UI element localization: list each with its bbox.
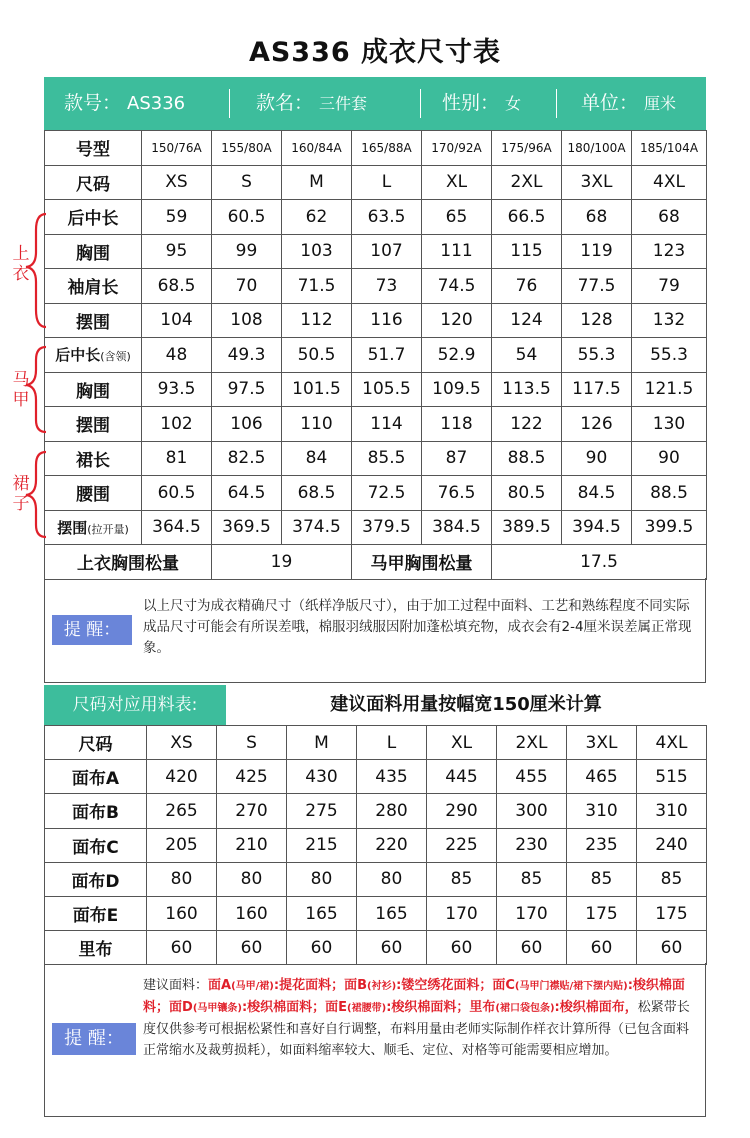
value-cell: 80.5	[492, 476, 562, 511]
fabric-reminder-text: 建议面料：面A(马甲/裙):提花面料；面B(衬衫):镂空绣花面料；面C(马甲门襟贴/裙下摆内贴):梭织棉面料；面D(马甲镶条):梭织棉面料；面E(裙腰带):梭织棉面料；里布(裙口袋包条):梭织棉面布，松紧带长度仅供参考可根据松紧性和喜好自行调整，布料用量由老师实际制作样衣计算所得（已包含面料正常缩水及裁剪损耗），如面料缩率较大、顺毛、定位、对格等可能需要相应增加。	[143, 978, 690, 1058]
value-cell: 119	[562, 234, 632, 269]
value-cell: 87	[422, 441, 492, 476]
measure-row	[45, 407, 707, 442]
row-label-text: 后中长	[55, 346, 101, 365]
size-cell: 3XL	[562, 165, 632, 200]
value-cell: 68.5	[282, 476, 352, 511]
value-cell: 80	[147, 862, 217, 896]
size-cell: M	[287, 726, 357, 760]
style-name	[256, 77, 367, 130]
size-cell: S	[217, 726, 287, 760]
value-cell: 117.5	[562, 372, 632, 407]
value-cell: 270	[217, 794, 287, 828]
reminder-box	[44, 578, 706, 683]
row-label: 面布B	[45, 794, 147, 828]
value-cell: 62	[282, 200, 352, 235]
value-cell: 84	[282, 441, 352, 476]
row-label: 面布C	[45, 828, 147, 862]
value-cell: 364.5	[142, 510, 212, 545]
row-label-text: 裙长	[76, 450, 110, 471]
value-cell: 55.3	[562, 338, 632, 373]
model-cell: 175/96A	[492, 131, 562, 166]
row-label-note: (拉开量)	[87, 522, 129, 536]
row-label-text: 胸围	[76, 243, 110, 264]
ease-row	[45, 545, 707, 580]
row-label-text: 后中长	[67, 209, 119, 230]
value-cell: 379.5	[352, 510, 422, 545]
value-cell: 63.5	[352, 200, 422, 235]
value-cell: 85	[637, 862, 707, 896]
size-cell: S	[212, 165, 282, 200]
value-cell: 88.5	[632, 476, 707, 511]
unit-value: 厘米	[644, 94, 677, 113]
value-cell: 111	[422, 234, 492, 269]
value-cell: 52.9	[422, 338, 492, 373]
value-cell: 300	[497, 794, 567, 828]
model-row	[45, 131, 707, 166]
value-cell: 425	[217, 760, 287, 794]
value-cell: 399.5	[632, 510, 707, 545]
row-label: 面布A	[45, 760, 147, 794]
value-cell: 170	[497, 896, 567, 930]
value-cell: 112	[282, 303, 352, 338]
value-cell: 120	[422, 303, 492, 338]
value-cell: 445	[427, 760, 497, 794]
size-cell: XL	[422, 165, 492, 200]
row-label	[45, 234, 142, 269]
fabric-row	[45, 794, 707, 828]
row-label	[45, 269, 142, 304]
value-cell: 60	[287, 931, 357, 965]
value-cell: 80	[217, 862, 287, 896]
value-cell: 60.5	[212, 200, 282, 235]
bracket-top	[26, 214, 46, 327]
value-cell: 124	[492, 303, 562, 338]
value-cell: 394.5	[562, 510, 632, 545]
header-divider	[556, 89, 557, 118]
header-divider	[420, 89, 421, 118]
value-cell: 310	[637, 794, 707, 828]
size-cell: 2XL	[497, 726, 567, 760]
value-cell: 290	[427, 794, 497, 828]
value-cell: 126	[562, 407, 632, 442]
bracket-skirt	[26, 452, 46, 537]
value-cell: 80	[287, 862, 357, 896]
measure-row	[45, 200, 707, 235]
row-label-note: (含领)	[100, 350, 131, 364]
value-cell: 110	[282, 407, 352, 442]
page-title: AS336 成衣尺寸表	[248, 37, 502, 68]
bracket-marks	[0, 200, 48, 545]
fabric-row	[45, 862, 707, 896]
header-band	[44, 77, 706, 130]
size-cell: XS	[147, 726, 217, 760]
value-cell: 101.5	[282, 372, 352, 407]
size-cell: M	[282, 165, 352, 200]
model-cell: 185/104A	[632, 131, 707, 166]
measure-row	[45, 338, 707, 373]
measure-row	[45, 441, 707, 476]
fabric-usage-table	[44, 725, 707, 965]
value-cell: 99	[212, 234, 282, 269]
value-cell: 64.5	[212, 476, 282, 511]
row-label: 号型	[45, 131, 142, 166]
style-number-value: AS336	[127, 93, 186, 114]
value-cell: 123	[632, 234, 707, 269]
fabric-row	[45, 828, 707, 862]
fabric-row	[45, 896, 707, 930]
value-cell: 49.3	[212, 338, 282, 373]
ease-top-label: 上衣胸围松量	[45, 545, 212, 580]
value-cell: 68	[562, 200, 632, 235]
measure-row	[45, 303, 707, 338]
value-cell: 59	[142, 200, 212, 235]
model-cell: 165/88A	[352, 131, 422, 166]
value-cell: 210	[217, 828, 287, 862]
value-cell: 132	[632, 303, 707, 338]
value-cell: 160	[147, 896, 217, 930]
size-cell: 4XL	[637, 726, 707, 760]
value-cell: 60	[427, 931, 497, 965]
row-label-text: 摆围	[76, 416, 110, 437]
size-cell: L	[357, 726, 427, 760]
value-cell: 160	[217, 896, 287, 930]
value-cell: 76.5	[422, 476, 492, 511]
row-label	[45, 200, 142, 235]
row-label: 面布E	[45, 896, 147, 930]
value-cell: 106	[212, 407, 282, 442]
usage-size-row	[45, 726, 707, 760]
value-cell: 68	[632, 200, 707, 235]
value-cell: 48	[142, 338, 212, 373]
row-label-text: 摆围	[57, 518, 88, 537]
value-cell: 66.5	[492, 200, 562, 235]
value-cell: 170	[427, 896, 497, 930]
model-cell: 150/76A	[142, 131, 212, 166]
ease-top-value: 19	[212, 545, 352, 580]
value-cell: 115	[492, 234, 562, 269]
size-cell: 3XL	[567, 726, 637, 760]
size-cell: 4XL	[632, 165, 707, 200]
style-number-label: 款号：	[64, 92, 122, 114]
measure-row	[45, 372, 707, 407]
style-name-value: 三件套	[319, 94, 368, 113]
row-label	[45, 441, 142, 476]
ease-vest-label: 马甲胸围松量	[352, 545, 492, 580]
row-label-text: 胸围	[76, 381, 110, 402]
value-cell: 60.5	[142, 476, 212, 511]
fabric-row	[45, 760, 707, 794]
value-cell: 68.5	[142, 269, 212, 304]
value-cell: 220	[357, 828, 427, 862]
value-cell: 108	[212, 303, 282, 338]
model-cell: 155/80A	[212, 131, 282, 166]
value-cell: 122	[492, 407, 562, 442]
header-divider	[229, 89, 230, 118]
value-cell: 72.5	[352, 476, 422, 511]
model-cell: 170/92A	[422, 131, 492, 166]
value-cell: 60	[217, 931, 287, 965]
value-cell: 121.5	[632, 372, 707, 407]
value-cell: 240	[637, 828, 707, 862]
value-cell: 60	[567, 931, 637, 965]
row-label-text: 摆围	[76, 312, 110, 333]
row-label	[45, 407, 142, 442]
value-cell: 175	[637, 896, 707, 930]
value-cell: 420	[147, 760, 217, 794]
usage-title: 建议面料用量按幅宽150厘米计算	[330, 694, 602, 715]
value-cell: 165	[357, 896, 427, 930]
value-cell: 82.5	[212, 441, 282, 476]
value-cell: 74.5	[422, 269, 492, 304]
value-cell: 60	[497, 931, 567, 965]
value-cell: 430	[287, 760, 357, 794]
gender-value: 女	[505, 94, 522, 113]
value-cell: 105.5	[352, 372, 422, 407]
value-cell: 73	[352, 269, 422, 304]
fabric-row	[45, 931, 707, 965]
unit-label: 单位：	[581, 92, 639, 114]
value-cell: 103	[282, 234, 352, 269]
value-cell: 85	[567, 862, 637, 896]
value-cell: 102	[142, 407, 212, 442]
value-cell: 51.7	[352, 338, 422, 373]
measure-row	[45, 234, 707, 269]
value-cell: 435	[357, 760, 427, 794]
value-cell: 54	[492, 338, 562, 373]
value-cell: 310	[567, 794, 637, 828]
measure-row	[45, 510, 707, 545]
side-label-vest: 马甲	[12, 370, 30, 410]
unit	[581, 77, 676, 130]
row-label-text: 腰围	[76, 485, 110, 506]
value-cell: 85.5	[352, 441, 422, 476]
size-cell: L	[352, 165, 422, 200]
size-row	[45, 165, 707, 200]
fabric-reminder-badge: 提 醒：	[52, 1023, 136, 1055]
value-cell: 215	[287, 828, 357, 862]
value-cell: 93.5	[142, 372, 212, 407]
size-cell: 2XL	[492, 165, 562, 200]
usage-header	[44, 685, 706, 725]
gender	[442, 77, 521, 130]
value-cell: 230	[497, 828, 567, 862]
value-cell: 90	[632, 441, 707, 476]
size-cell: XS	[142, 165, 212, 200]
row-label	[45, 476, 142, 511]
value-cell: 114	[352, 407, 422, 442]
value-cell: 165	[287, 896, 357, 930]
style-name-label: 款名：	[256, 92, 314, 114]
measure-row	[45, 476, 707, 511]
value-cell: 81	[142, 441, 212, 476]
value-cell: 55.3	[632, 338, 707, 373]
value-cell: 275	[287, 794, 357, 828]
row-label: 尺码	[45, 165, 142, 200]
value-cell: 104	[142, 303, 212, 338]
value-cell: 128	[562, 303, 632, 338]
row-label	[45, 372, 142, 407]
reminder-badge: 提 醒：	[52, 615, 132, 645]
value-cell: 84.5	[562, 476, 632, 511]
value-cell: 384.5	[422, 510, 492, 545]
value-cell: 77.5	[562, 269, 632, 304]
value-cell: 465	[567, 760, 637, 794]
value-cell: 107	[352, 234, 422, 269]
value-cell: 79	[632, 269, 707, 304]
row-label: 面布D	[45, 862, 147, 896]
measure-row	[45, 269, 707, 304]
value-cell: 60	[357, 931, 427, 965]
value-cell: 60	[147, 931, 217, 965]
row-label	[45, 510, 142, 545]
fabric-reminder-box	[44, 963, 706, 1117]
row-label	[45, 303, 142, 338]
value-cell: 97.5	[212, 372, 282, 407]
value-cell: 71.5	[282, 269, 352, 304]
value-cell: 225	[427, 828, 497, 862]
value-cell: 118	[422, 407, 492, 442]
value-cell: 280	[357, 794, 427, 828]
value-cell: 60	[637, 931, 707, 965]
value-cell: 130	[632, 407, 707, 442]
model-cell: 160/84A	[282, 131, 352, 166]
value-cell: 70	[212, 269, 282, 304]
value-cell: 374.5	[282, 510, 352, 545]
value-cell: 205	[147, 828, 217, 862]
row-label: 尺码	[45, 726, 147, 760]
value-cell: 265	[147, 794, 217, 828]
value-cell: 80	[357, 862, 427, 896]
value-cell: 90	[562, 441, 632, 476]
value-cell: 85	[497, 862, 567, 896]
value-cell: 369.5	[212, 510, 282, 545]
value-cell: 515	[637, 760, 707, 794]
side-label-top: 上衣	[12, 244, 30, 284]
value-cell: 109.5	[422, 372, 492, 407]
model-cell: 180/100A	[562, 131, 632, 166]
value-cell: 455	[497, 760, 567, 794]
row-label	[45, 338, 142, 373]
value-cell: 389.5	[492, 510, 562, 545]
value-cell: 175	[567, 896, 637, 930]
value-cell: 88.5	[492, 441, 562, 476]
value-cell: 65	[422, 200, 492, 235]
value-cell: 235	[567, 828, 637, 862]
value-cell: 50.5	[282, 338, 352, 373]
size-table	[44, 130, 707, 580]
row-label: 里布	[45, 931, 147, 965]
usage-tag: 尺码对应用料表:	[44, 685, 226, 725]
bracket-vest	[26, 347, 46, 432]
value-cell: 76	[492, 269, 562, 304]
row-label-text: 袖肩长	[67, 278, 119, 299]
value-cell: 85	[427, 862, 497, 896]
reminder-text: 以上尺寸为成衣精确尺寸（纸样净版尺寸），由于加工过程中面料、工艺和熟练程度不同实际成品尺寸可能会有所误差哦，棉服羽绒服因附加蓬松填充物，成衣会有2-4厘米误差属正常现象。	[143, 598, 692, 656]
side-label-skirt: 裙子	[12, 474, 30, 514]
size-cell: XL	[427, 726, 497, 760]
gender-label: 性别：	[442, 92, 500, 114]
value-cell: 113.5	[492, 372, 562, 407]
ease-vest-value: 17.5	[492, 545, 707, 580]
value-cell: 95	[142, 234, 212, 269]
value-cell: 116	[352, 303, 422, 338]
style-number	[64, 77, 185, 130]
